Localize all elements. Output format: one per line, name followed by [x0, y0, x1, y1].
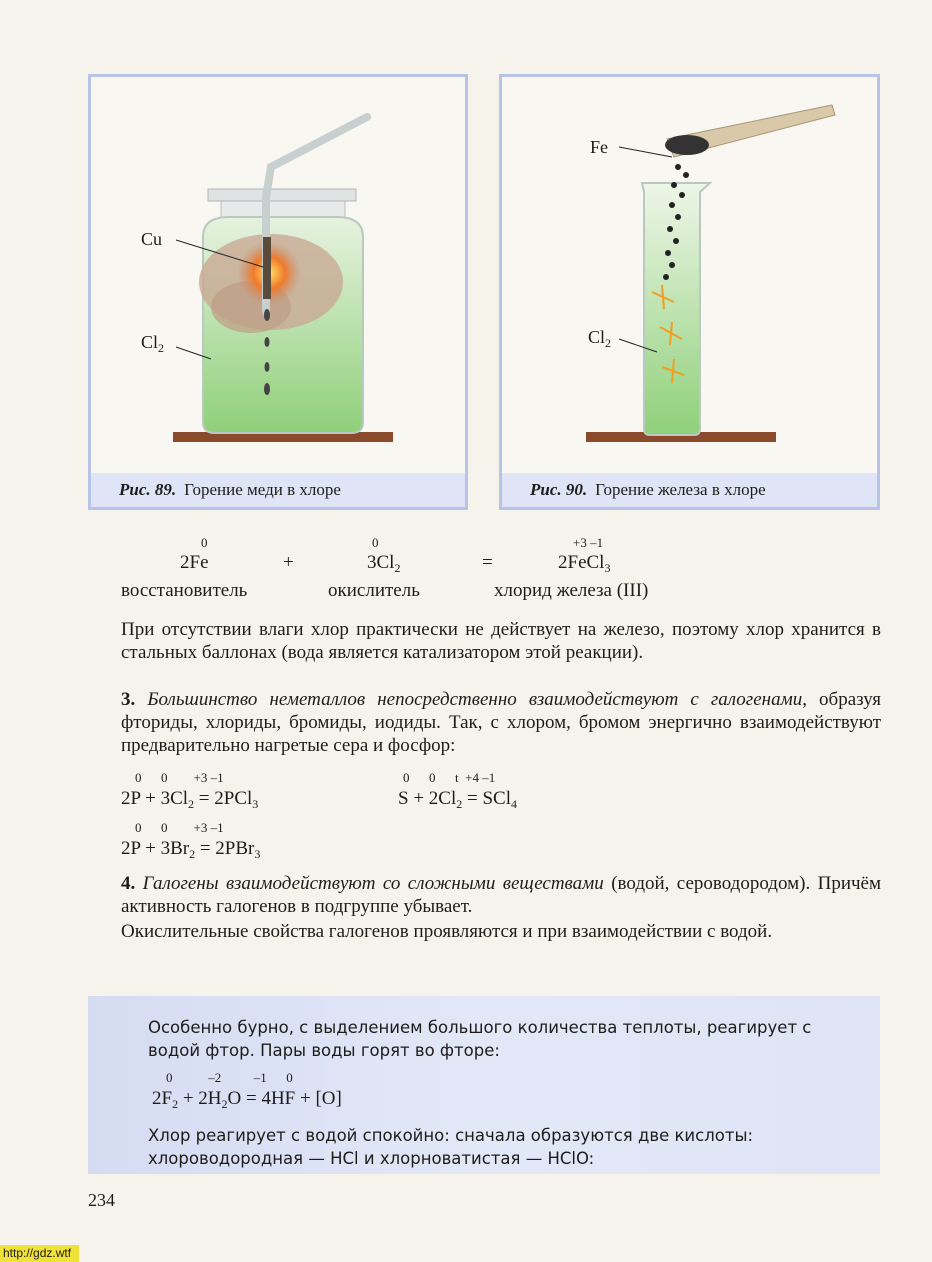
figure-caption: Горение железа в хлоре: [595, 480, 766, 499]
eq-part: = 2PCl: [194, 788, 253, 809]
role-oxidizer: окислитель: [328, 580, 420, 601]
cu-label: Cu: [141, 229, 163, 249]
item-text: (водой, сероводородом). Причём активность галогенов в подгруппе убывает.: [121, 873, 881, 917]
eq-part: S + 2Cl: [398, 788, 457, 809]
eq-part: O = 4HF + [O]: [227, 1088, 342, 1109]
cl2-label-text: Cl: [141, 332, 159, 352]
eq-part: 2P + 3Br: [121, 838, 190, 859]
equation-p-cl: $2P + 3Cl_2 = 2PCl_3$: [121, 788, 259, 811]
ox-states: 0 –2 –1 0: [166, 1070, 293, 1085]
ox-state: 0: [372, 535, 379, 550]
equation-s-cl: $S + 2Cl_2 = SCl_4$: [398, 788, 517, 811]
highlight-box: [88, 996, 880, 1174]
paragraph: [121, 688, 881, 757]
reactant-cl2-text: 3Cl: [367, 552, 395, 573]
role-reducer: восстановитель: [121, 580, 248, 601]
ox-state: 0: [201, 535, 208, 550]
item-emphasis: Галогены взаимодействуют со сложными веществами: [142, 873, 604, 894]
eq-part: 2F: [152, 1088, 173, 1109]
cl2-label-text: Cl: [588, 327, 606, 347]
figure-number: Рис. 90.: [530, 480, 588, 499]
caption-90: [502, 473, 877, 507]
eq-part: = SCl: [462, 788, 511, 809]
ox-states: 0 0 +3 –1: [135, 820, 224, 835]
reactant-cl2: $3Cl_2$: [367, 552, 401, 575]
paragraph: [121, 872, 881, 918]
box-paragraph: Хлор реагирует с водой спокойно: сначала образуются две кислоты: хлороводородная — HCl и хлорноватистая — HClO:: [148, 1126, 754, 1168]
box-paragraph: Особенно бурно, с выделением большого количества теплоты, реагирует с водой фтор. Пары воды горят во фторе:: [148, 1018, 812, 1060]
figure-90: [499, 74, 880, 510]
item-emphasis: Большинство неметаллов непосредственно взаимодействуют с галогенами: [147, 689, 803, 710]
ox-states: 0 0 t +4 –1: [403, 770, 496, 785]
ox-state: +3 –1: [573, 535, 604, 550]
role-product: хлорид железа (III): [494, 580, 649, 601]
plus-sign: +: [283, 552, 294, 573]
equation-p-br: $2P + 3Br_2 = 2PBr_3$: [121, 838, 261, 861]
figure-89: [88, 74, 468, 510]
item-number: 3.: [121, 689, 136, 710]
cl2-label: $Cl_2$: [141, 332, 165, 355]
fe-label: Fe: [590, 137, 608, 157]
reactant-fe: 2Fe: [180, 552, 209, 573]
paragraph: При отсутствии влаги хлор практически не действует на железо, поэтому хлор хранится в стальных баллонах (вода является катализатором этой реакции).: [121, 619, 881, 663]
iron-burning-illustration: [502, 77, 877, 473]
caption-89: [91, 473, 465, 507]
eq-part: 2P + 3Cl: [121, 788, 189, 809]
copper-burning-illustration: [91, 77, 465, 473]
paragraph: Окислительные свойства галогенов проявляются и при взаимодействии с водой.: [121, 921, 773, 942]
fluorine-water-equation: $2F_2 + 2H_2O = 4HF + [O]$: [152, 1088, 342, 1111]
eq-part: + 2H: [178, 1088, 222, 1109]
item-text: , образуя фториды, хлориды, бромиды, иодиды. Так, с хлором, бромом энергично взаимодействуют предварительно нагретые сера и фосфор:: [121, 689, 881, 756]
equals-sign: =: [482, 552, 493, 573]
figure-number: Рис. 89.: [119, 480, 177, 499]
cl2-label: $Cl_2$: [588, 327, 612, 350]
watermark-link[interactable]: http://gdz.wtf: [0, 1245, 79, 1262]
eq-part: = 2PBr: [195, 838, 255, 859]
page-number: 234: [88, 1190, 115, 1210]
figure-caption: Горение меди в хлоре: [184, 480, 341, 499]
ox-states: 0 0 +3 –1: [135, 770, 224, 785]
item-number: 4.: [121, 873, 136, 894]
product-fecl3: 2FeCl$_3$: [558, 552, 611, 575]
product-text: 2FeCl: [558, 552, 605, 573]
